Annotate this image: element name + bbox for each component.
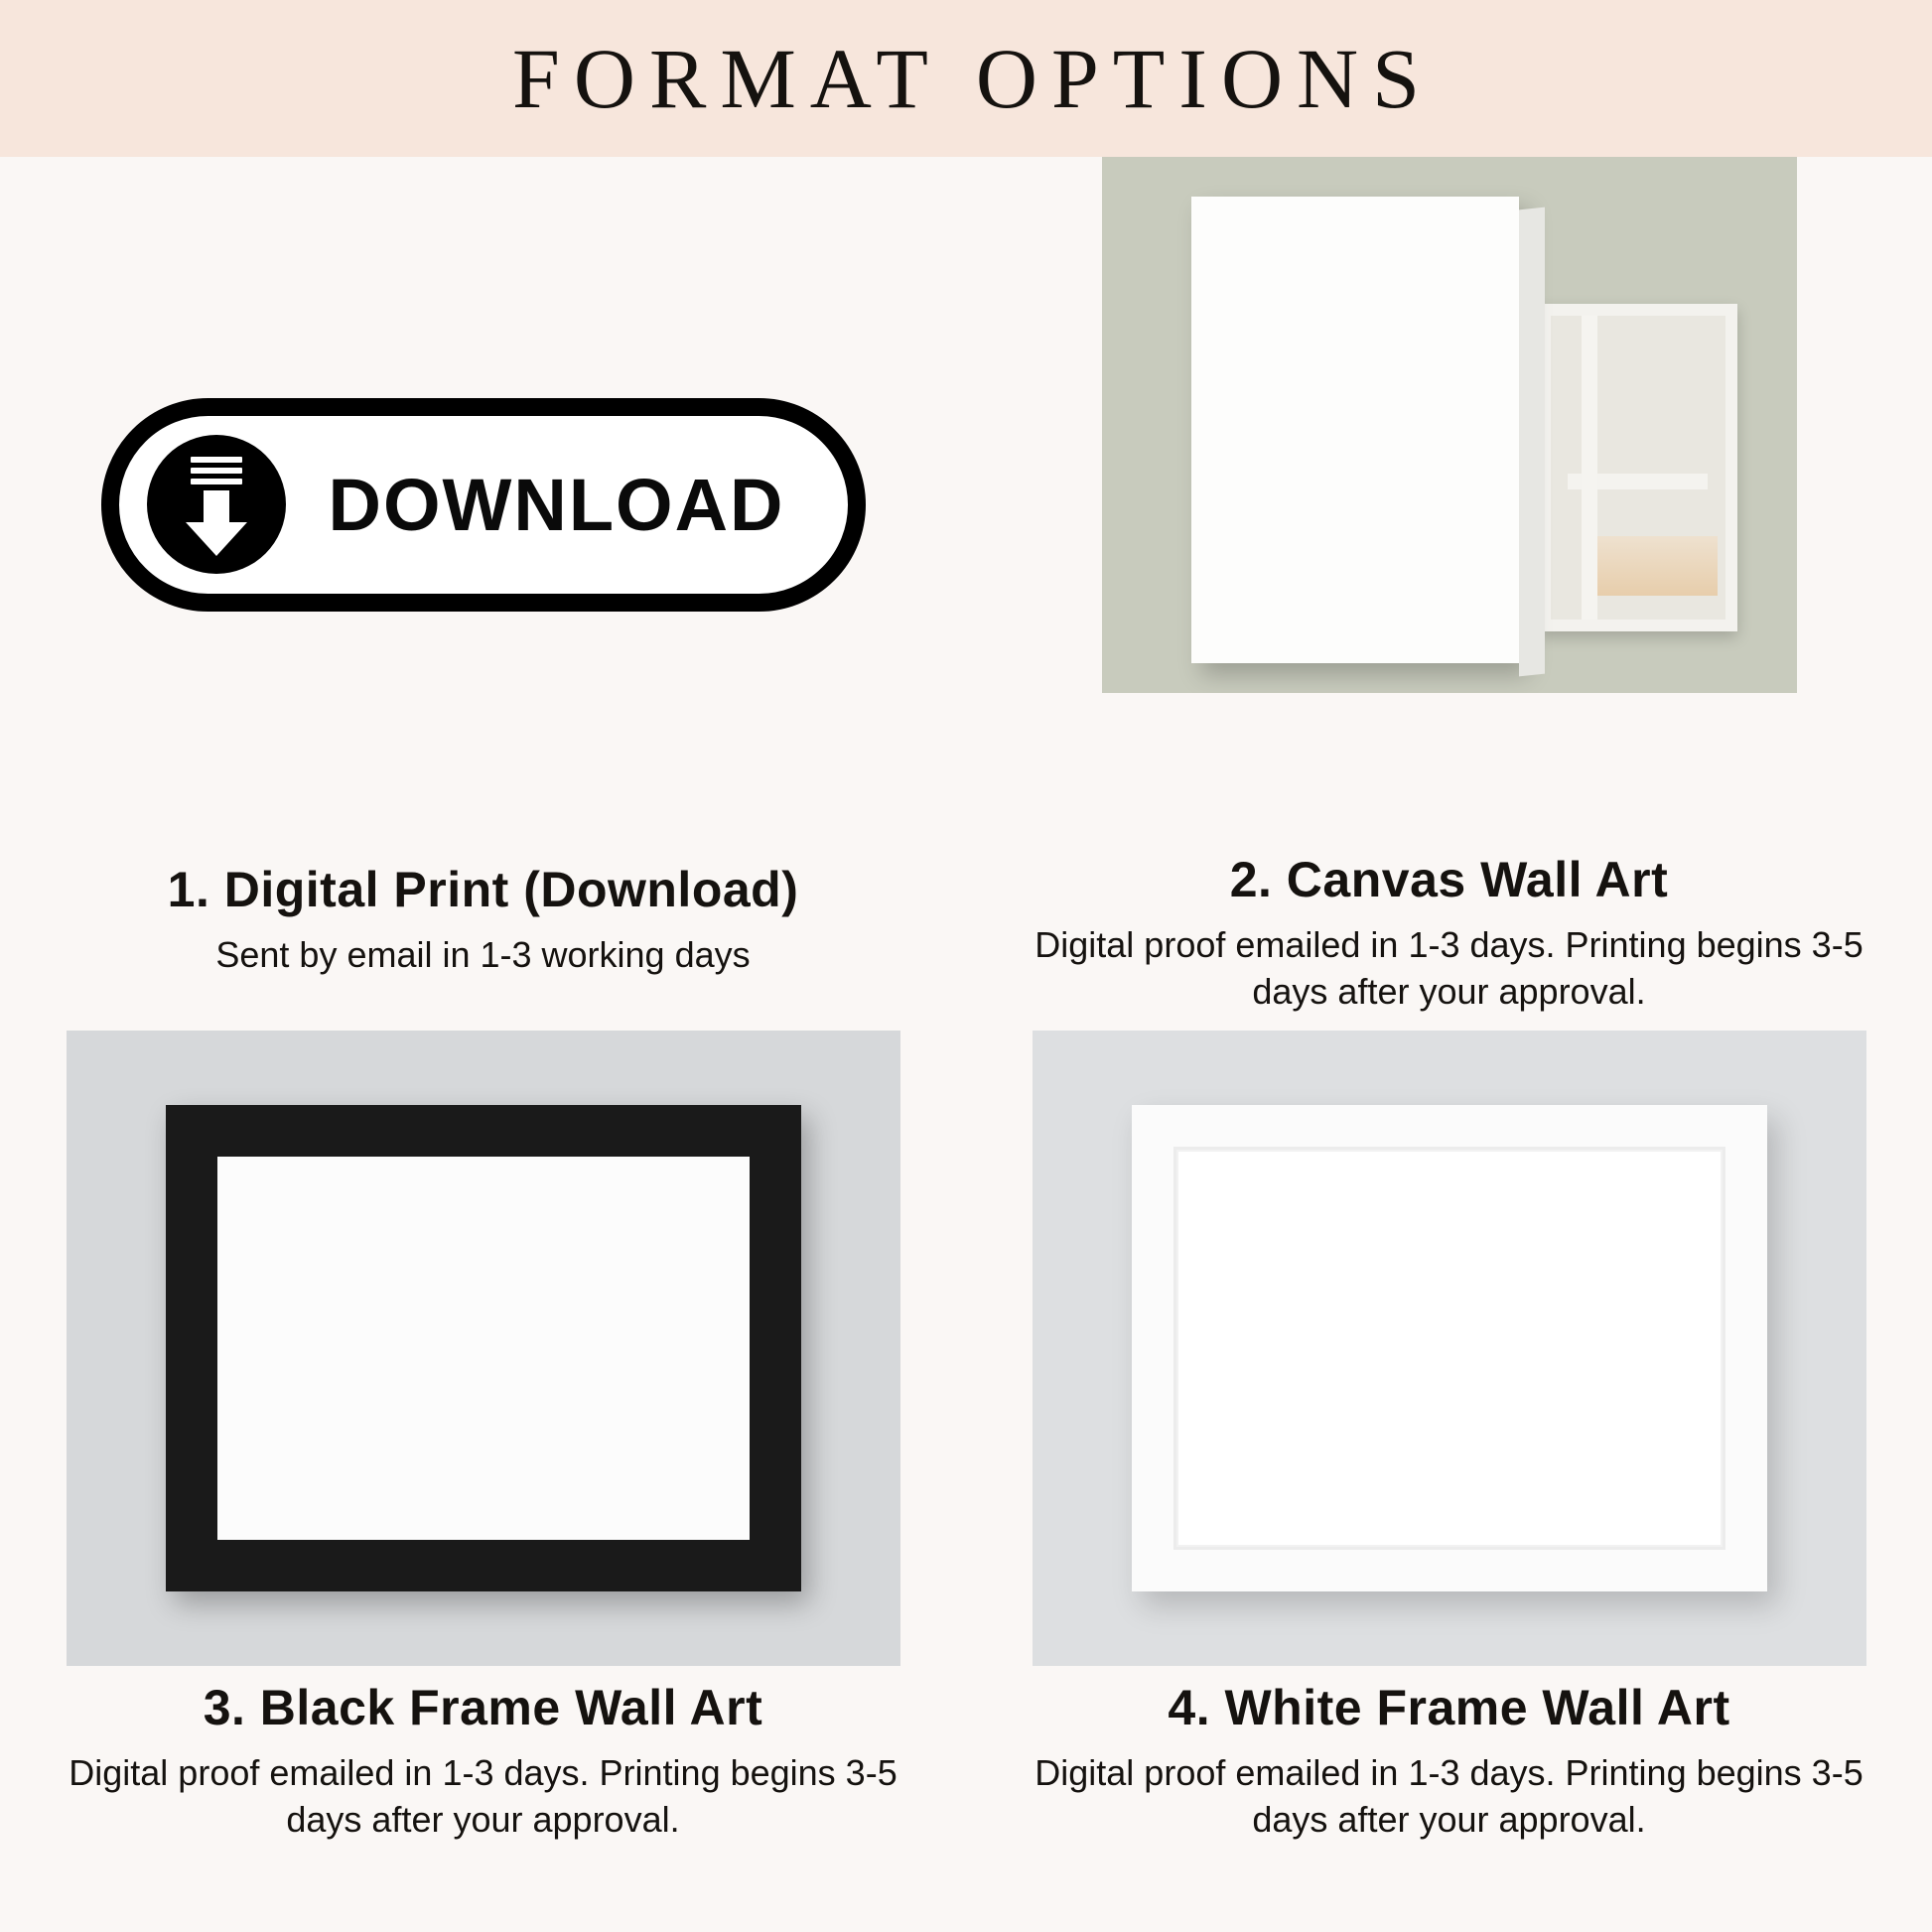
canvas-front-view bbox=[1191, 197, 1519, 663]
white-frame-photo bbox=[966, 1031, 1932, 1666]
option-title: 2. Canvas Wall Art bbox=[1229, 852, 1669, 907]
option-title: 1. Digital Print (Download) bbox=[167, 862, 799, 917]
download-arrow-icon bbox=[147, 435, 286, 574]
option-card-white-frame[interactable] bbox=[966, 1031, 1932, 1932]
option-caption bbox=[0, 862, 966, 978]
option-title: 3. Black Frame Wall Art bbox=[203, 1680, 763, 1735]
download-button-label: DOWNLOAD bbox=[328, 463, 785, 546]
option-caption bbox=[0, 1680, 966, 1844]
download-button[interactable] bbox=[101, 398, 866, 612]
black-frame-photo-image bbox=[67, 1031, 900, 1666]
canvas-back-view bbox=[1539, 304, 1737, 631]
option-subtitle: Digital proof emailed in 1-3 days. Printing begins 3-5 days after your approval. bbox=[1035, 923, 1863, 1013]
page-title: FORMAT OPTIONS bbox=[512, 31, 1434, 126]
frame-mat bbox=[217, 1157, 750, 1540]
download-button-graphic bbox=[0, 157, 966, 852]
option-card-black-frame[interactable] bbox=[0, 1031, 966, 1932]
frame-mat bbox=[1173, 1147, 1725, 1550]
option-title: 4. White Frame Wall Art bbox=[1168, 1680, 1730, 1735]
canvas-wall-art-photo bbox=[966, 157, 1932, 852]
option-card-digital-print[interactable] bbox=[0, 157, 966, 1031]
format-options-grid bbox=[0, 157, 1932, 1932]
white-frame-photo-image bbox=[1033, 1031, 1866, 1666]
option-subtitle: Sent by email in 1-3 working days bbox=[215, 933, 751, 975]
option-subtitle: Digital proof emailed in 1-3 days. Printing begins 3-5 days after your approval. bbox=[1035, 1751, 1863, 1841]
option-subtitle: Digital proof emailed in 1-3 days. Printing begins 3-5 days after your approval. bbox=[69, 1751, 897, 1841]
option-caption bbox=[966, 852, 1932, 1016]
black-frame-photo bbox=[0, 1031, 966, 1666]
black-frame bbox=[166, 1105, 801, 1591]
option-card-canvas[interactable] bbox=[966, 157, 1932, 1031]
white-frame bbox=[1132, 1105, 1767, 1591]
canvas-photo-image bbox=[1102, 157, 1797, 693]
page-header bbox=[0, 0, 1932, 157]
option-caption bbox=[966, 1680, 1932, 1844]
